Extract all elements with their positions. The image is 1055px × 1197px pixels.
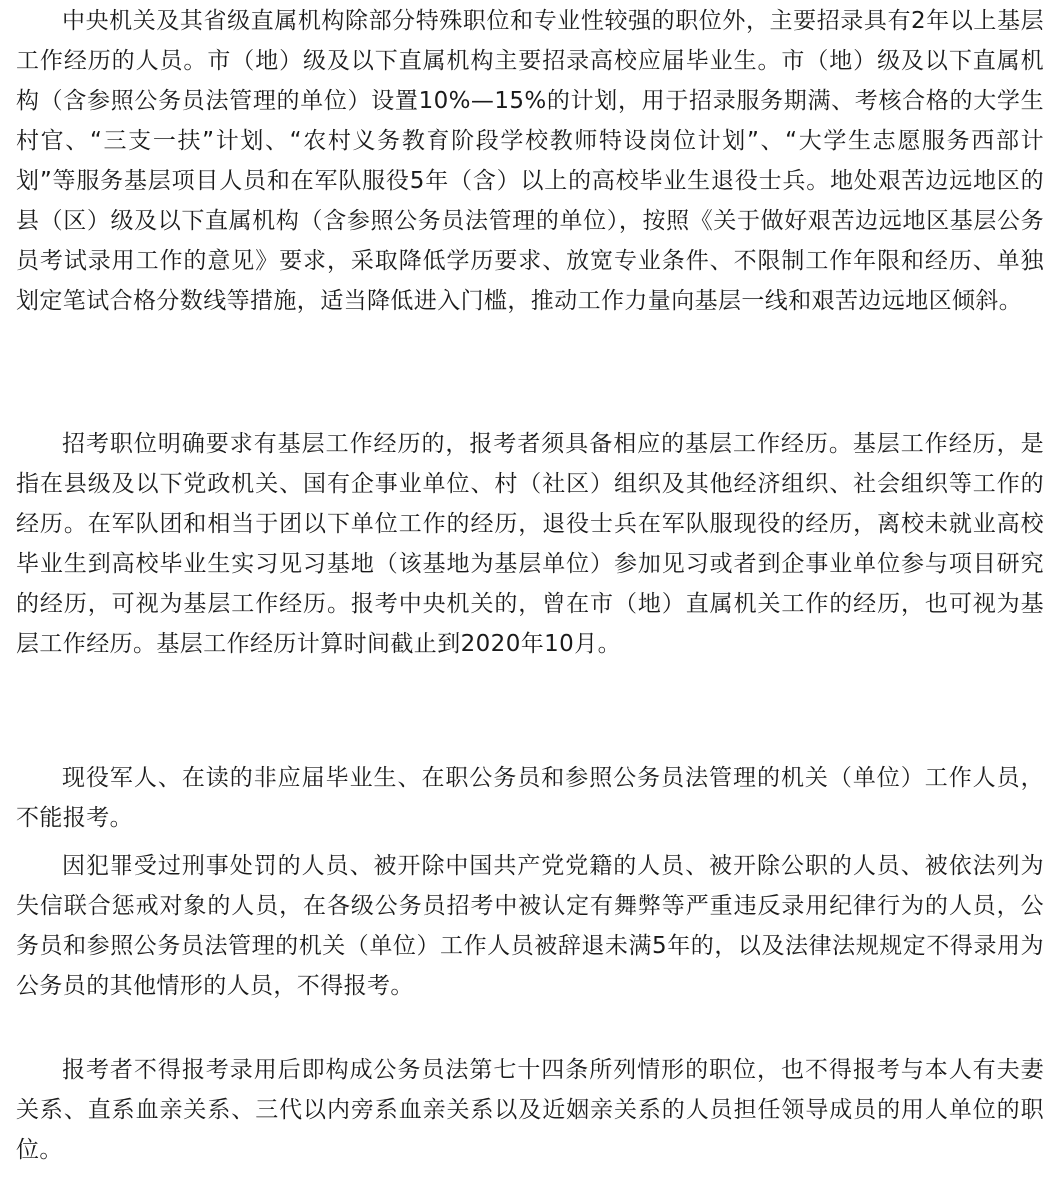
paragraph-grassroots-experience: 招考职位明确要求有基层工作经历的，报考者须具备相应的基层工作经历。基层工作经历，是指在县级及以下党政机关、国有企事业单位、村（社区）组织及其他经济组织、社会组织等工作的经历。在军队团和相当于团以下单位工作的经历，退役士兵在军队服现役的经历，离校未就业高校毕业生到高校毕业生实习见习基地（该基地为基层单位）参加见习或者到企事业单位参与项目研究的经历，可视为基层工作经历。报考中央机关的，曾在市（地）直属机关工作的经历，也可视为基层工作经历。基层工作经历计算时间截止到2020年10月。	[16, 431, 1044, 657]
paragraph-ineligible-records: 因犯罪受过刑事处罚的人员、被开除中国共产党党籍的人员、被开除公职的人员、被依法列为失信联合惩戒对象的人员，在各级公务员招考中被认定有舞弊等严重违反录用纪律行为的人员，公务员和参照公务员法管理的机关（单位）工作人员被辞退未满5年的，以及法律法规规定不得录用为公务员的其他情形的人员，不得报考。	[16, 853, 1044, 999]
paragraph-central-recruitment: 中央机关及其省级直属机构除部分特殊职位和专业性较强的职位外，主要招录具有2年以上基层工作经历的人员。市（地）级及以下直属机构主要招录高校应届毕业生。市（地）级及以下直属机构（含参照公务员法管理的单位）设置10%—15%的计划，用于招录服务期满、考核合格的大学生村官、“三支一扶”计划、“农村义务教育阶段学校教师特设岗位计划”、“大学生志愿服务西部计划”等服务基层项目人员和在军队服役5年（含）以上的高校毕业生退役士兵。地处艰苦边远地区的县（区）级及以下直属机构（含参照公务员法管理的单位），按照《关于做好艰苦边远地区基层公务员考试录用工作的意见》要求，采取降低学历要求、放宽专业条件、不限制工作年限和经历、单独划定笔试合格分数线等措施，适当降低进入门槛，推动工作力量向基层一线和艰苦边远地区倾斜。	[16, 8, 1044, 314]
paragraph-ineligible-current-staff: 现役军人、在读的非应届毕业生、在职公务员和参照公务员法管理的机关（单位）工作人员，不能报考。	[16, 765, 1044, 831]
paragraph-avoidance-rules: 报考者不得报考录用后即构成公务员法第七十四条所列情形的职位，也不得报考与本人有夫妻关系、直系血亲关系、三代以内旁系血亲关系以及近姻亲关系的人员担任领导成员的用人单位的职位。	[16, 1057, 1044, 1163]
